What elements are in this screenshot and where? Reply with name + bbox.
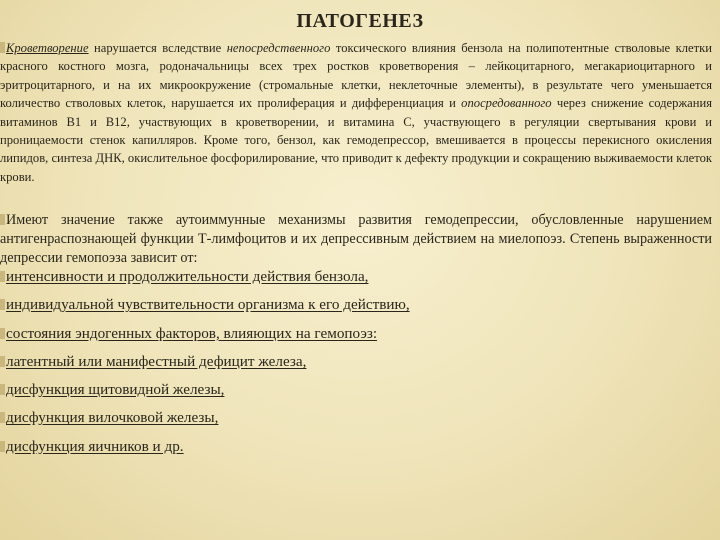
bullet-marker [0, 412, 5, 423]
bullet-marker [0, 214, 5, 225]
list-item [0, 376, 720, 404]
bullet-marker [0, 299, 5, 310]
list-item [0, 320, 720, 348]
para1-text-3: через снижение содержания витаминов В1 и В12, участвующих в кроветворении, и витамина С, участвующего в регуляции свертывания крови и проницаемости стенок капилляров. Кроме того, бензол, как гемодепрессор, вмешивается в процессы перекисного окисления липидов, синтеза ДНК, окислительное фосфорилирование, что приводит к дефекту продукции и сокращению выживаемости клеток крови. [0, 96, 713, 184]
list-item [0, 291, 720, 319]
bullet-marker [0, 384, 5, 395]
list-item-text: индивидуальной чувствительности организма к его действию, [6, 296, 410, 314]
term-hematopoiesis: Кроветворение [6, 41, 89, 55]
emph-direct: непосредственного [226, 41, 331, 55]
pathogenesis-paragraph [0, 39, 712, 186]
para2-text: Имеют значение также аутоиммунные механизмы развития гемодепрессии, обусловленные нарушением антигенраспознающей функции Т-лимфоцитов и их депрессивным действием на миелопоэз. Степень выраженности депрессии гемопоэза зависит от: [0, 212, 712, 267]
factor-list [0, 263, 720, 461]
list-item-text: интенсивности и продолжительности действия бензола, [6, 268, 369, 285]
bullet-marker [0, 42, 5, 53]
autoimmune-paragraph [0, 211, 712, 269]
list-item-text: дисфункция яичников и др. [6, 437, 184, 455]
list-item-text: латентный или манифестный дефицит железа, [6, 352, 307, 370]
list-item [0, 433, 720, 461]
bullet-marker [0, 441, 5, 452]
list-item-text: дисфункция щитовидной железы, [6, 381, 225, 399]
list-item-text: состояния эндогенных факторов, влияющих на гемопоэз: [6, 324, 378, 342]
list-item [0, 263, 720, 291]
bullet-marker [0, 356, 5, 367]
para1-text-2: токсического влияния бензола на полипотентные стволовые клетки красного костного мозга, родоначальницы всех трех ростков кроветворения – лейкоцитарного, мегакариоцитарного и эритроцитарного, и на их микроокружение (стромальные клетки, неклеточные элементы), в результате чего уменьшается количество стволовых клеток, нарушается их пролиферация и дифференциация и [0, 41, 712, 111]
para1-text-1: нарушается вследствие [88, 41, 227, 55]
bullet-marker [0, 271, 5, 282]
list-item-text: дисфункция вилочковой железы, [6, 409, 219, 427]
list-item [0, 348, 720, 376]
bullet-marker [0, 328, 5, 339]
page-title: ПАТОГЕНЕЗ [296, 10, 424, 32]
emph-indirect: опосредованного [461, 96, 552, 111]
list-item [0, 404, 720, 432]
